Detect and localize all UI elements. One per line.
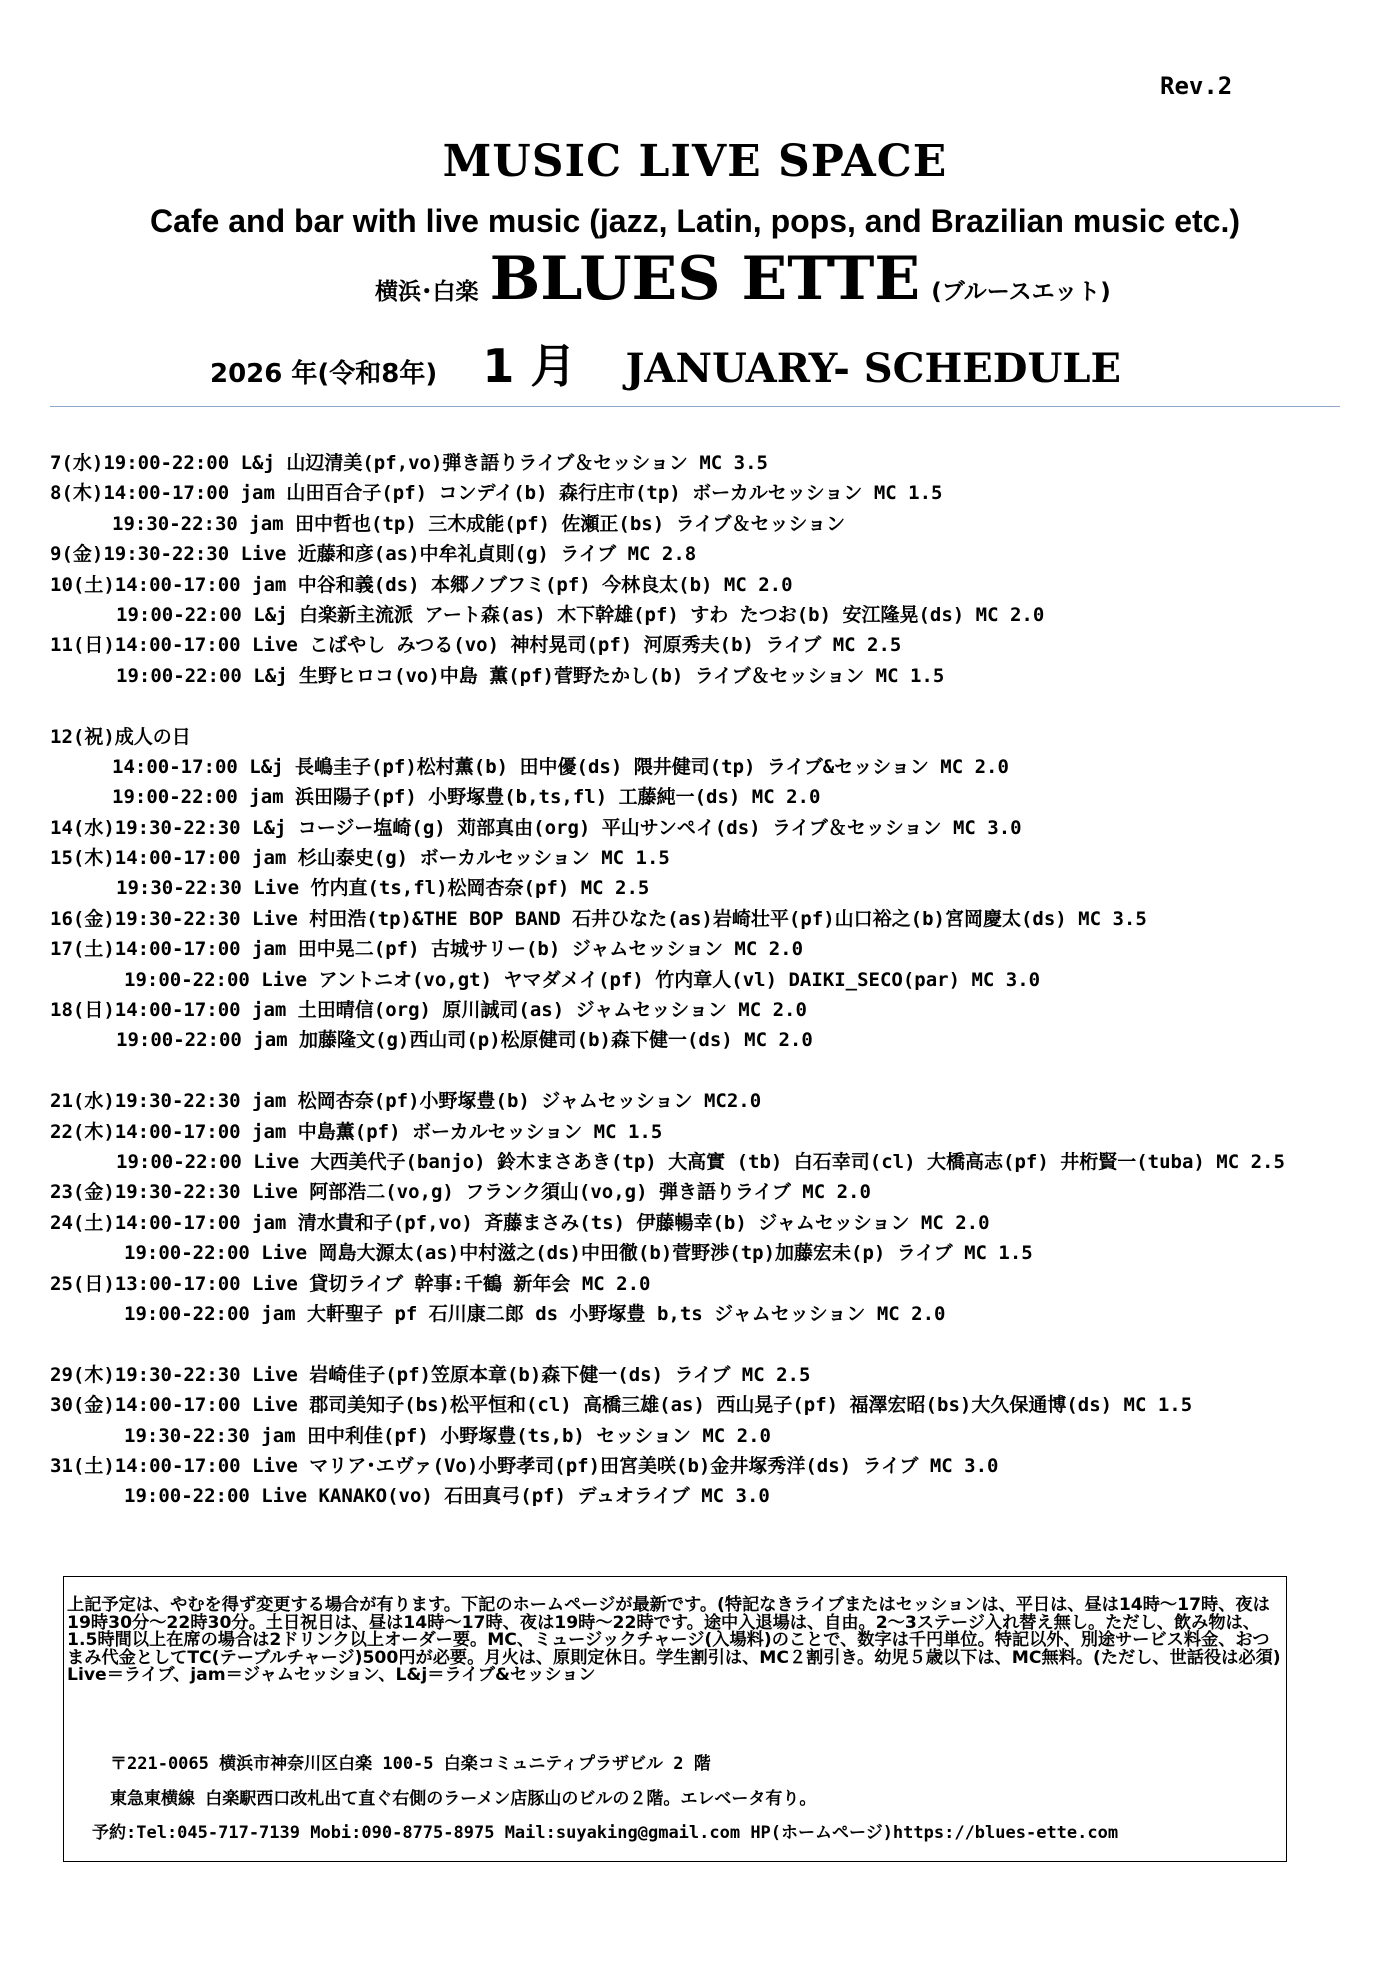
venue-name: BLUES ETTE — [489, 244, 921, 314]
revision-label: Rev.2 — [1160, 72, 1233, 100]
access-line: 東急東横線 白楽駅西口改札出て直ぐ右側のラーメン店豚山のビルの２階。エレベータ有り。 — [110, 1789, 817, 1809]
schedule-row: 19:00-22:00 jam 加藤隆文(g)西山司(p)松原健司(b)森下健一(ds) MC 2.0 — [116, 1029, 813, 1052]
subtitle: Cafe and bar with live music (jazz, Latin, pops, and Brazilian music etc.) — [149, 203, 1240, 239]
schedule-row: 19:00-22:00 Live 大西美代子(banjo) 鈴木まさあき(tp) 大高實 (tb) 白石幸司(cl) 大橋高志(pf) 井桁賢一(tuba) MC 2.5 — [116, 1150, 1285, 1173]
schedule-row: 23(金)19:30-22:30 Live 阿部浩二(vo,g) フランク須山(vo,g) 弾き語りライブ MC 2.0 — [50, 1181, 871, 1204]
schedule-row: 24(土)14:00-17:00 jam 清水貴和子(pf,vo) 斉藤まさみ(ts) 伊藤暢幸(b) ジャムセッション MC 2.0 — [50, 1211, 990, 1234]
address-line: 〒221-0065 横浜市神奈川区白楽 100-5 白楽コミュニティプラザビル 2 階 — [110, 1754, 711, 1774]
schedule-title: JANUARY- SCHEDULE — [625, 345, 1121, 392]
venue-location: 横浜･白楽 — [375, 279, 479, 305]
header-divider — [50, 406, 1340, 407]
schedule-row: 14:00-17:00 L&j 長嶋圭子(pf)松村薫(b) 田中優(ds) 隈井健司(tp) ライブ&セッション MC 2.0 — [112, 755, 1009, 778]
schedule-row: 19:00-22:00 Live KANAKO(vo) 石田真弓(pf) デュオライブ MC 3.0 — [124, 1485, 770, 1508]
schedule-month: 1 月 — [482, 339, 577, 393]
schedule-row: 29(木)19:30-22:30 Live 岩崎佳子(pf)笠原本章(b)森下健一(ds) ライブ MC 2.5 — [50, 1363, 811, 1386]
contact-line: 予約:Tel:045-717-7139 Mobi:090-8775-8975 Mail:suyaking@gmail.com HP(ホームページ)https://blues-ette.com — [92, 1823, 1119, 1843]
date-line — [210, 330, 1121, 396]
schedule-row: 10(土)14:00-17:00 jam 中谷和義(ds) 本郷ノブフミ(pf) 今林良太(b) MC 2.0 — [50, 573, 793, 596]
schedule-spacer — [50, 1056, 1350, 1086]
schedule-row: 31(土)14:00-17:00 Live マリア･エヴァ(Vo)小野孝司(pf)田宮美咲(b)金井塚秀洋(ds) ライブ MC 3.0 — [50, 1454, 999, 1477]
schedule-row: 19:00-22:00 Live 岡島大源太(as)中村滋之(ds)中田徹(b)菅野渉(tp)加藤宏未(p) ライブ MC 1.5 — [124, 1242, 1033, 1265]
schedule-list — [50, 448, 1350, 1512]
schedule-row: 19:00-22:00 jam 大軒聖子 pf 石川康二郎 ds 小野塚豊 b,ts ジャムセッション MC 2.0 — [124, 1302, 946, 1325]
schedule-row: 14(水)19:30-22:30 L&j コージー塩崎(g) 苅部真由(org) 平山サンペイ(ds) ライブ＆セッション MC 3.0 — [50, 816, 1022, 839]
schedule-row: 7(水)19:00-22:00 L&j 山辺清美(pf,vo)弾き語りライブ＆セッション MC 3.5 — [50, 452, 768, 474]
schedule-row: 8(木)14:00-17:00 jam 山田百合子(pf) コンデイ(b) 森行庄市(tp) ボーカルセッション MC 1.5 — [50, 482, 943, 505]
schedule-row: 17(土)14:00-17:00 jam 田中晃二(pf) 古城サリー(b) ジャムセッション MC 2.0 — [50, 938, 804, 961]
schedule-row: 19:30-22:30 Live 竹内直(ts,fl)松岡杏奈(pf) MC 2.5 — [116, 877, 650, 900]
notice-text: 上記予定は、やむを得ず変更する場合が有ります。下記のホームページが最新です。(特記なきライブまたはセッションは、平日は、昼は14時～17時、夜は19時30分～22時30分。土日祝日は、昼は14時～17時、夜は19時～22時です。途中入退場は、自由。2～3ステージ入れ替え無し。ただし、飲み物は、1.5時間以上在席の場合は2ドリンク以上オーダー要。MC、ミュージックチャージ(入場料)のことで、数字は千円単位。特記以外、別途サービス料金、おつまみ代金としてTC(テーブルチャージ)500円が必要。月火は、原則定休日。学生割引は、MC２割引き。幼児５歳以下は、MC無料。(ただし、世話役は必須) Live＝ライブ、jam＝ジャムセッション、L&j＝ライブ&セッション — [67, 1595, 1281, 1685]
venue-kana: (ブルースエット) — [931, 279, 1111, 305]
schedule-row: 30(金)14:00-17:00 Live 郡司美知子(bs)松平恒和(cl) 高橋三雄(as) 西山晃子(pf) 福澤宏昭(bs)大久保通博(ds) MC 1.5 — [50, 1394, 1193, 1417]
schedule-year: 2026 年(令和8年) — [210, 359, 438, 389]
schedule-row: 16(金)19:30-22:30 Live 村田浩(tp)&THE BOP BAND 石井ひなた(as)岩崎壮平(pf)山口裕之(b)宮岡慶太(ds) MC 3.5 — [50, 907, 1147, 930]
schedule-row: 22(木)14:00-17:00 jam 中島薫(pf) ボーカルセッション MC 1.5 — [50, 1120, 663, 1143]
schedule-row: 15(木)14:00-17:00 jam 杉山泰史(g) ボーカルセッション MC 1.5 — [50, 847, 670, 870]
schedule-row: 11(日)14:00-17:00 Live こばやし みつる(vo) 神村晃司(pf) 河原秀夫(b) ライブ MC 2.5 — [50, 634, 902, 657]
schedule-row: 12(祝)成人の日 — [50, 725, 191, 748]
schedule-spacer — [50, 1329, 1350, 1359]
schedule-row: 19:30-22:30 jam 田中利佳(pf) 小野塚豊(ts,b) セッション MC 2.0 — [124, 1424, 771, 1447]
schedule-row: 19:00-22:00 jam 浜田陽子(pf) 小野塚豊(b,ts,fl) 工藤純一(ds) MC 2.0 — [112, 786, 821, 809]
schedule-row: 19:00-22:00 L&j 生野ヒロコ(vo)中島 薫(pf)菅野たかし(b) ライブ＆セッション MC 1.5 — [116, 664, 945, 687]
schedule-row: 19:00-22:00 Live アントニオ(vo,gt) ヤマダメイ(pf) 竹内章人(vl) DAIKI_SECO(par) MC 3.0 — [124, 968, 1041, 991]
schedule-row: 19:30-22:30 jam 田中哲也(tp) 三木成能(pf) 佐瀬正(bs) ライブ＆セッション — [112, 512, 846, 535]
schedule-row: 18(日)14:00-17:00 jam 土田晴信(org) 原川誠司(as) ジャムセッション MC 2.0 — [50, 999, 807, 1022]
notice-box — [63, 1576, 1287, 1862]
venue-line — [375, 244, 1111, 314]
schedule-row: 19:00-22:00 L&j 白楽新主流派 アート森(as) 木下幹雄(pf) すわ たつお(b) 安江隆晃(ds) MC 2.0 — [116, 603, 1045, 626]
schedule-row: 21(水)19:30-22:30 jam 松岡杏奈(pf)小野塚豊(b) ジャムセッション MC2.0 — [50, 1090, 762, 1113]
schedule-spacer — [50, 691, 1350, 721]
page-title: MUSIC LIVE SPACE — [442, 136, 948, 187]
schedule-row: 9(金)19:30-22:30 Live 近藤和彦(as)中牟礼貞則(g) ライブ MC 2.8 — [50, 543, 697, 566]
schedule-row: 25(日)13:00-17:00 Live 貸切ライブ 幹事:千鶴 新年会 MC 2.0 — [50, 1272, 651, 1295]
